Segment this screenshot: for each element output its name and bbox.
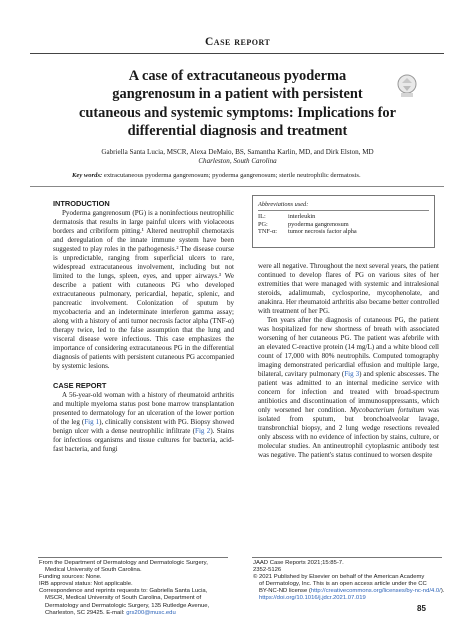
abbreviation-def: tumor necrosis factor alpha xyxy=(288,228,357,236)
case-text: A 56-year-old woman with a history of rheumatoid arthritis and multiple myeloma status post bone marrow transplantation presented to dermatology for an ulceration of the lower portion of the leg ( xyxy=(53,391,234,427)
title-line: cutaneous and systemic symptoms: Implications for xyxy=(79,104,396,121)
case-paragraph xyxy=(53,391,234,454)
footnote-line: Dermatology and Dermatologic Surgery, 135 Rutledge Avenue, xyxy=(45,602,210,609)
footnote-rule-left xyxy=(38,557,228,558)
keywords-text: extracutaneous pyoderma gangrenosum; pyoderma gangrenosum; sterile neutrophilic dermatosis. xyxy=(103,172,361,179)
case-text: ), clinically consistent with PG. Biopsy showed benign ulcer with a dense neutrophilic infiltrate ( xyxy=(53,418,234,436)
abbreviations-title: Abbreviations used: xyxy=(258,201,309,208)
page-number: 85 xyxy=(417,604,426,613)
abbreviation-row xyxy=(258,221,429,228)
organism-name: Mycobacterium fortuitum xyxy=(350,406,425,415)
abbreviation-def: pyoderma gangrenosum xyxy=(288,220,349,228)
email-link[interactable]: grs200@musc.edu xyxy=(126,609,176,616)
intro-heading: INTRODUCTION xyxy=(53,199,110,208)
title-line: differential diagnosis and treatment xyxy=(127,123,348,140)
abbreviation-key: IL: xyxy=(258,213,266,221)
abbreviation-row xyxy=(258,228,429,235)
keywords xyxy=(72,171,452,180)
fig1-link[interactable]: Fig 1 xyxy=(84,418,100,427)
header-rule xyxy=(30,53,444,54)
footnote-text: Charleston, SC 29425. E-mail: xyxy=(45,609,127,616)
affiliation: Charleston, South Carolina xyxy=(198,157,277,165)
journal-citation: JAAD Case Reports 2021;15:85-7. xyxy=(253,560,344,566)
footnotes-right xyxy=(253,560,448,603)
fig2-link[interactable]: Fig 2 xyxy=(195,427,211,436)
copyright-text: BY-NC-ND license ( xyxy=(259,588,311,595)
case-text: ) and splenic abscesses. The patient was admitted to an internal medicine service with concern for infection and treated with broad-spectrum antibiotics and discontinuation of immunosuppressants, which only worsened her condition. xyxy=(258,370,440,415)
abbreviation-key: TNF-α: xyxy=(258,228,278,236)
case-text: ). Stains for infectious organisms and tissue cultures for bacteria, acid-fast bacteria, and fungi xyxy=(53,427,234,454)
copyright-line: of Dermatology, Inc. This is an open access article under the CC xyxy=(259,581,427,588)
article-title xyxy=(40,67,435,141)
copyright-line: © 2021 Published by Elsevier on behalf of the American Academy xyxy=(253,574,425,581)
footnote-line: From the Department of Dermatology and Dermatologic Surgery, xyxy=(39,560,208,566)
abbreviations-box xyxy=(252,195,435,248)
abbreviation-def: interleukin xyxy=(288,213,316,221)
copyright-line xyxy=(253,588,448,595)
right-column xyxy=(258,262,439,460)
keywords-rule xyxy=(30,186,444,187)
license-link[interactable]: http://creativecommons.org/licenses/by-nc-nd/4.0/ xyxy=(310,588,441,595)
title-line: gangrenosum in a patient with persistent xyxy=(112,86,363,103)
abbreviation-row xyxy=(258,213,429,220)
case-paragraph-hospitalization xyxy=(258,316,439,460)
footnote-line: Correspondence and reprints requests to: Gabriella Santa Lucia, xyxy=(39,588,208,595)
doi-link[interactable]: https://doi.org/10.1016/j.jdcr.2021.07.019 xyxy=(259,595,366,602)
footnote-line: MSCR, Medical University of South Carolina, Department of xyxy=(45,595,202,602)
keywords-label: Key words: xyxy=(72,172,103,179)
footnotes-left xyxy=(39,560,249,617)
section-label: Case report xyxy=(205,36,271,48)
authors-block xyxy=(40,148,435,166)
footnote-line: Funding sources: None. xyxy=(39,574,102,581)
fig3-link[interactable]: Fig 3 xyxy=(344,370,360,379)
left-column xyxy=(53,199,234,454)
abbreviation-key: PG: xyxy=(258,220,268,228)
intro-paragraph: Pyoderma gangrenosum (PG) is a noninfectious neutrophilic dermatosis that results in large painful ulcers with violaceous borders and cribriform pitting.¹ Altered neutrophil chemotaxis and deregulation of the innate immune system have been suggested to play roles in the pathogenesis.² The disease course is unpredictable, ranging from superficial ulcers to rare, widespread extracutaneous involvement, including but not limited to the lungs, spleen, eyes, and upper airways.³ We describe a patient with cutaneous PG who developed extracutaneous pulmonary, pericardial, hepatic, splenic, and pancreatic involvement. Colonization of sputum by mycobacteria and an indeterminate interferon gamma assay; along with a history of anti tumor necrosis factor alpha (TNF-α) therapy twice, led to the false assumption that the lung and visceral disease were infectious. This case emphasizes the importance of considering extracutaneous PG in the differential diagnosis of patients with persistent cutaneous PG accompanied by systemic lesions. xyxy=(53,209,234,371)
footnote-line xyxy=(39,610,249,617)
abbreviations-rule xyxy=(258,210,429,211)
copyright-text: ). xyxy=(440,588,445,595)
author-list: Gabriella Santa Lucia, MSCR, Alexa DeMaio, BS, Samantha Karlin, MD, and Dirk Elston, MD xyxy=(101,148,374,156)
issn: 2352-5126 xyxy=(253,567,282,574)
doi-line xyxy=(253,595,448,602)
case-text: Ten years after the diagnosis of cutaneous PG, the patient was hospitalized for new shortness of breath with associated worsening of her cutaneous PG. The patient was afebrile with an elevated C-reactive protein (14 mg/L) and a white blood cell count of 17,000 with 80% neutrophils. Computed tomography imaging demonstrated pericardial effusion and multiple large, bilateral, cavitary pulmonary ( xyxy=(258,316,439,379)
case-text: was isolated from sputum, but bronchoalveolar lavage, transbronchial biopsy, and 2 lung wedge resections revealed only abscess with no evidence of infection by stains, culture, or molecular studies. An antineutrophil cytoplasmic antibody test was negative. The patient's status continued to worsen despite xyxy=(258,406,439,460)
footnote-rule-right xyxy=(252,557,442,558)
case-paragraph-continued: were all negative. Throughout the next several years, the patient continued to develop flares of PG on various sites of her extremities that were managed with systemic and intralesional steroids, adalimumab, cyclosporine, mycophenolate, and anakinra. Her rheumatoid arthritis also became better controlled with treatment of her PG. xyxy=(258,262,439,316)
footnote-line: Medical University of South Carolina. xyxy=(45,567,142,574)
footnote-line: IRB approval status: Not applicable. xyxy=(39,581,133,588)
title-line: A case of extracutaneous pyoderma xyxy=(128,68,347,84)
case-heading: CASE REPORT xyxy=(53,381,107,391)
